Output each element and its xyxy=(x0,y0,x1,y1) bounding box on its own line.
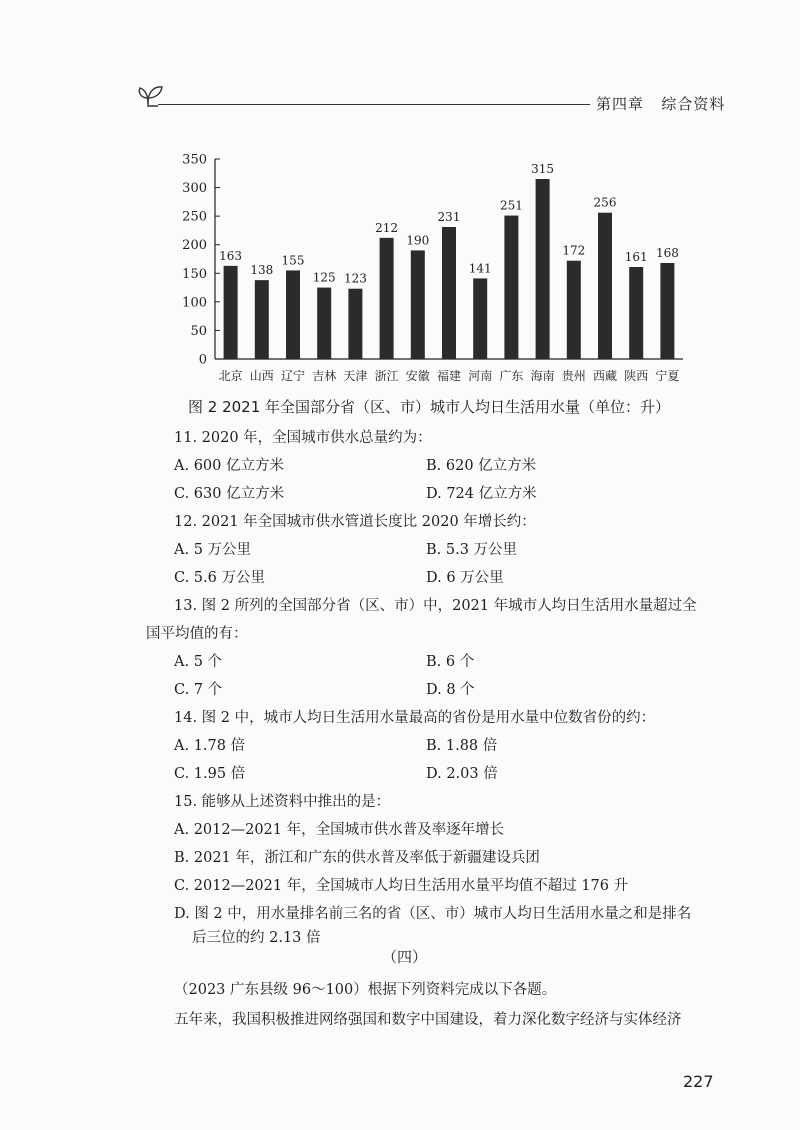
bar-value-label: 138 xyxy=(250,263,274,278)
bar xyxy=(411,250,425,359)
question-12-stem: 12. 2021 年全国城市供水管道长度比 2020 年增长约： xyxy=(174,514,536,530)
x-category-label: 陕西 xyxy=(624,369,649,383)
y-tick-label: 350 xyxy=(182,152,207,168)
bar xyxy=(536,179,550,359)
bar-value-label: 163 xyxy=(219,248,243,263)
y-tick-label: 100 xyxy=(182,295,207,311)
q11-option-a[interactable]: A. 600 亿立方米 xyxy=(174,458,284,474)
bar xyxy=(598,213,612,359)
bar xyxy=(286,270,300,359)
q12-option-a[interactable]: A. 5 万公里 xyxy=(174,542,252,558)
bar-value-label: 315 xyxy=(531,162,555,176)
q15-option-a[interactable]: A. 2012—2021 年，全国城市供水普及率逐年增长 xyxy=(174,822,505,838)
bar xyxy=(660,263,674,359)
y-tick-label: 0 xyxy=(198,352,207,368)
x-category-label: 广东 xyxy=(499,369,524,383)
bar-value-label: 168 xyxy=(655,246,679,260)
y-tick-label: 50 xyxy=(190,323,207,339)
bar-value-label: 123 xyxy=(343,271,367,286)
q14-option-c[interactable]: C. 1.95 倍 xyxy=(174,766,246,782)
bar xyxy=(442,227,456,359)
bar xyxy=(504,216,518,359)
x-category-label: 吉林 xyxy=(312,369,337,383)
q15-option-c[interactable]: C. 2012—2021 年，全国城市人均日生活用水量平均值不超过 176 升 xyxy=(174,878,629,894)
q12-option-c[interactable]: C. 5.6 万公里 xyxy=(174,570,265,586)
bar xyxy=(473,278,487,359)
chapter-title: 综合资料 xyxy=(661,95,726,113)
page-number: 227 xyxy=(683,1072,714,1091)
question-13-stem-cont: 国平均值的有： xyxy=(146,626,248,642)
bar-value-label: 172 xyxy=(562,243,586,258)
q11-option-c[interactable]: C. 630 亿立方米 xyxy=(174,486,285,502)
bar-value-label: 212 xyxy=(375,220,399,235)
x-category-label: 河南 xyxy=(468,369,493,383)
q14-option-b[interactable]: B. 1.88 倍 xyxy=(426,738,498,754)
question-14-stem: 14. 图 2 中，城市人均日生活用水量最高的省份是用水量中位数省份的约： xyxy=(174,710,656,726)
bar xyxy=(317,288,331,359)
bar xyxy=(629,267,643,359)
q15-option-d[interactable]: D. 图 2 中，用水量排名前三名的省（区、市）城市人均日生活用水量之和是排名 xyxy=(174,906,692,922)
bar xyxy=(255,280,269,359)
bar-value-label: 231 xyxy=(437,210,461,224)
bar-value-label: 251 xyxy=(499,198,523,213)
q11-option-b[interactable]: B. 620 亿立方米 xyxy=(426,458,537,474)
x-category-label: 海南 xyxy=(530,369,555,383)
x-category-label: 福建 xyxy=(436,369,462,383)
bar-value-label: 161 xyxy=(624,250,648,264)
q11-option-d[interactable]: D. 724 亿立方米 xyxy=(426,486,537,502)
chapter-label: 第四章 xyxy=(596,95,645,113)
q12-option-d[interactable]: D. 6 万公里 xyxy=(426,570,504,586)
x-category-label: 辽宁 xyxy=(280,369,306,383)
q15-option-b[interactable]: B. 2021 年，浙江和广东的供水普及率低于新疆建设兵团 xyxy=(174,850,540,866)
bar xyxy=(224,266,238,359)
header-rule xyxy=(158,104,590,105)
q13-option-b[interactable]: B. 6 个 xyxy=(426,654,475,670)
x-category-label: 山西 xyxy=(249,369,274,383)
y-tick-label: 300 xyxy=(182,181,207,197)
x-category-label: 安徽 xyxy=(405,369,430,383)
bar xyxy=(567,261,581,359)
bar-value-label: 190 xyxy=(406,233,430,248)
material-paragraph: 五年来，我国积极推进网络强国和数字中国建设，着力深化数字经济与实体经济 xyxy=(174,1012,682,1028)
page-header xyxy=(596,93,725,114)
x-category-label: 宁夏 xyxy=(655,369,680,383)
q13-option-a[interactable]: A. 5 个 xyxy=(174,654,223,670)
water-use-bar-chart xyxy=(175,150,695,390)
bar xyxy=(348,289,362,359)
bar xyxy=(380,238,394,359)
bar-value-label: 141 xyxy=(468,261,492,276)
x-category-label: 浙江 xyxy=(374,369,399,383)
q13-option-d[interactable]: D. 8 个 xyxy=(426,682,475,698)
question-11-stem: 11. 2020 年，全国城市供水总量约为： xyxy=(174,430,432,446)
y-tick-label: 200 xyxy=(182,238,207,254)
question-15-stem: 15. 能够从上述资料中推出的是： xyxy=(174,794,391,810)
y-tick-label: 250 xyxy=(182,209,207,225)
q14-option-a[interactable]: A. 1.78 倍 xyxy=(174,738,246,754)
x-category-label: 西藏 xyxy=(592,369,618,383)
figure-caption: 图 2 2021 年全国部分省（区、市）城市人均日生活用水量（单位：升） xyxy=(188,398,671,416)
section-intro: （2023 广东县级 96～100）根据下列资料完成以下各题。 xyxy=(174,982,557,998)
bar-value-label: 125 xyxy=(312,270,336,285)
question-13-stem: 13. 图 2 所列的全国部分省（区、市）中，2021 年城市人均日生活用水量超过全 xyxy=(174,598,697,614)
q12-option-b[interactable]: B. 5.3 万公里 xyxy=(426,542,518,558)
section-heading: （四） xyxy=(382,948,428,966)
q14-option-d[interactable]: D. 2.03 倍 xyxy=(426,766,498,782)
y-tick-label: 150 xyxy=(182,266,207,282)
x-category-label: 天津 xyxy=(343,369,368,383)
q13-option-c[interactable]: C. 7 个 xyxy=(174,682,223,698)
bar-value-label: 256 xyxy=(593,195,617,210)
bar-value-label: 155 xyxy=(281,253,305,268)
x-category-label: 贵州 xyxy=(561,369,586,383)
q15-option-d-cont: 后三位的约 2.13 倍 xyxy=(192,930,321,946)
x-category-label: 北京 xyxy=(218,369,243,383)
